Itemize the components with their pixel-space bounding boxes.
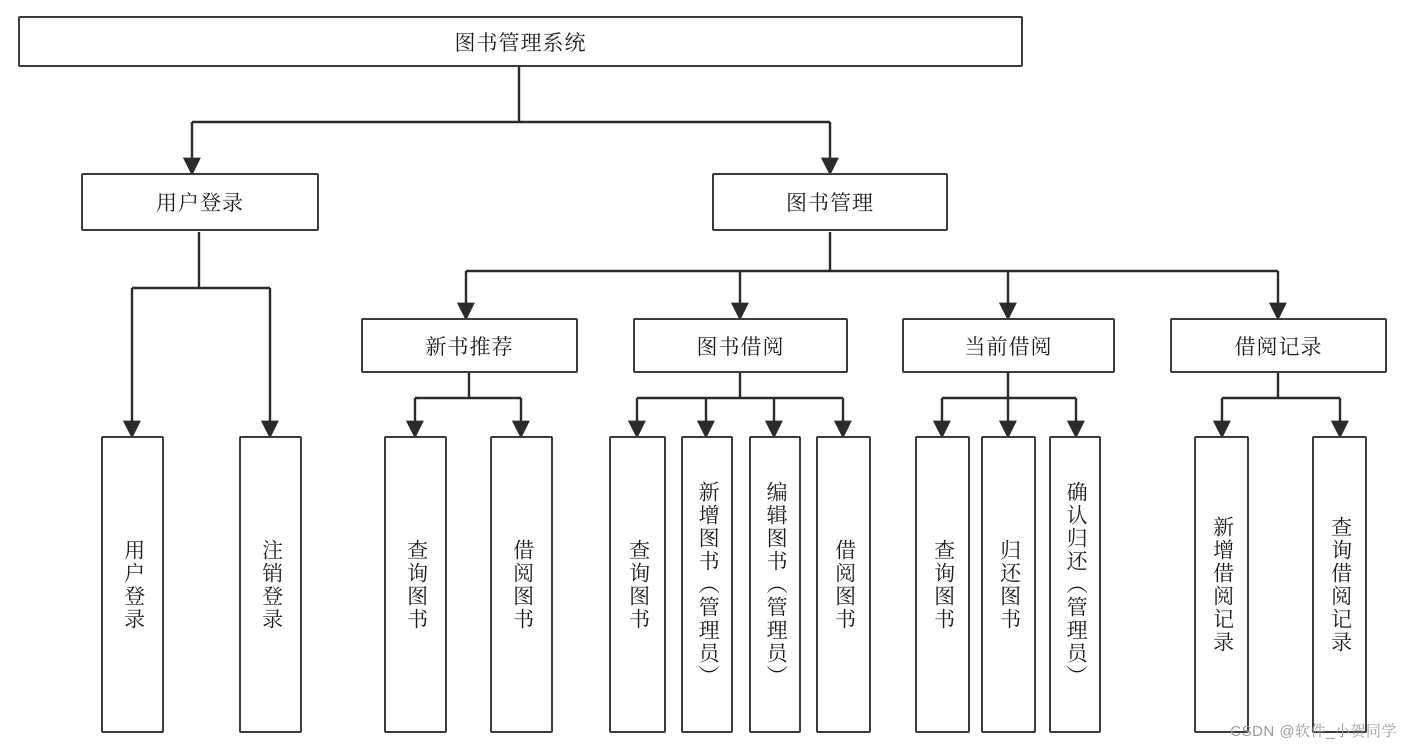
node-leaf-borrow-book-label: 借阅图书 — [832, 538, 856, 631]
node-book-management-label: 图书管理 — [786, 192, 874, 215]
node-new-book-recommend[interactable] — [361, 318, 578, 373]
node-new-book-recommend-label: 新书推荐 — [425, 335, 514, 359]
node-leaf-borrow-book[interactable] — [816, 436, 871, 733]
node-book-management[interactable] — [712, 173, 948, 231]
node-root[interactable] — [18, 16, 1023, 67]
node-leaf-user-login[interactable] — [101, 436, 164, 733]
node-leaf-return-book-label: 归还图书 — [997, 538, 1021, 631]
node-current-borrow-label: 当前借阅 — [964, 335, 1053, 359]
node-user-login-label: 用户登录 — [156, 192, 244, 215]
node-leaf-add-borrow-record[interactable] — [1194, 436, 1249, 733]
node-borrow-record-label: 借阅记录 — [1234, 335, 1323, 359]
node-leaf-add-book-label: 新增图书（管理员） — [696, 481, 720, 688]
node-leaf-query-book-current[interactable] — [915, 436, 970, 733]
node-leaf-query-book-recommend-label: 查询图书 — [404, 538, 428, 631]
node-leaf-query-borrow-record[interactable] — [1312, 436, 1367, 733]
node-leaf-query-book-current-label: 查询图书 — [931, 538, 955, 631]
node-leaf-query-book-borrow[interactable] — [609, 436, 666, 733]
node-leaf-logout-label: 注销登录 — [259, 538, 283, 631]
node-leaf-query-book-recommend[interactable] — [384, 436, 447, 733]
node-leaf-borrow-book-recommend[interactable] — [490, 436, 553, 733]
node-leaf-query-book-borrow-label: 查询图书 — [626, 538, 650, 631]
node-leaf-return-book[interactable] — [981, 436, 1036, 733]
node-leaf-confirm-return-label: 确认归还（管理员） — [1064, 481, 1088, 688]
node-leaf-confirm-return[interactable] — [1049, 436, 1101, 733]
node-current-borrow[interactable] — [902, 318, 1115, 373]
node-leaf-borrow-book-recommend-label: 借阅图书 — [510, 538, 534, 631]
node-book-borrow-label: 图书借阅 — [696, 335, 785, 359]
node-leaf-edit-book[interactable] — [749, 436, 801, 733]
node-leaf-user-login-label: 用户登录 — [121, 538, 145, 631]
node-leaf-edit-book-label: 编辑图书（管理员） — [764, 481, 788, 688]
node-borrow-record[interactable] — [1170, 318, 1387, 373]
node-user-login[interactable] — [81, 173, 319, 231]
watermark: CSDN @软件_小贺同学 — [1230, 723, 1397, 740]
node-leaf-add-book[interactable] — [681, 436, 733, 733]
node-root-label: 图书管理系统 — [454, 31, 587, 55]
node-book-borrow[interactable] — [633, 318, 848, 373]
node-leaf-logout[interactable] — [239, 436, 302, 733]
node-leaf-query-borrow-record-label: 查询借阅记录 — [1328, 515, 1352, 654]
node-leaf-add-borrow-record-label: 新增借阅记录 — [1210, 515, 1234, 654]
